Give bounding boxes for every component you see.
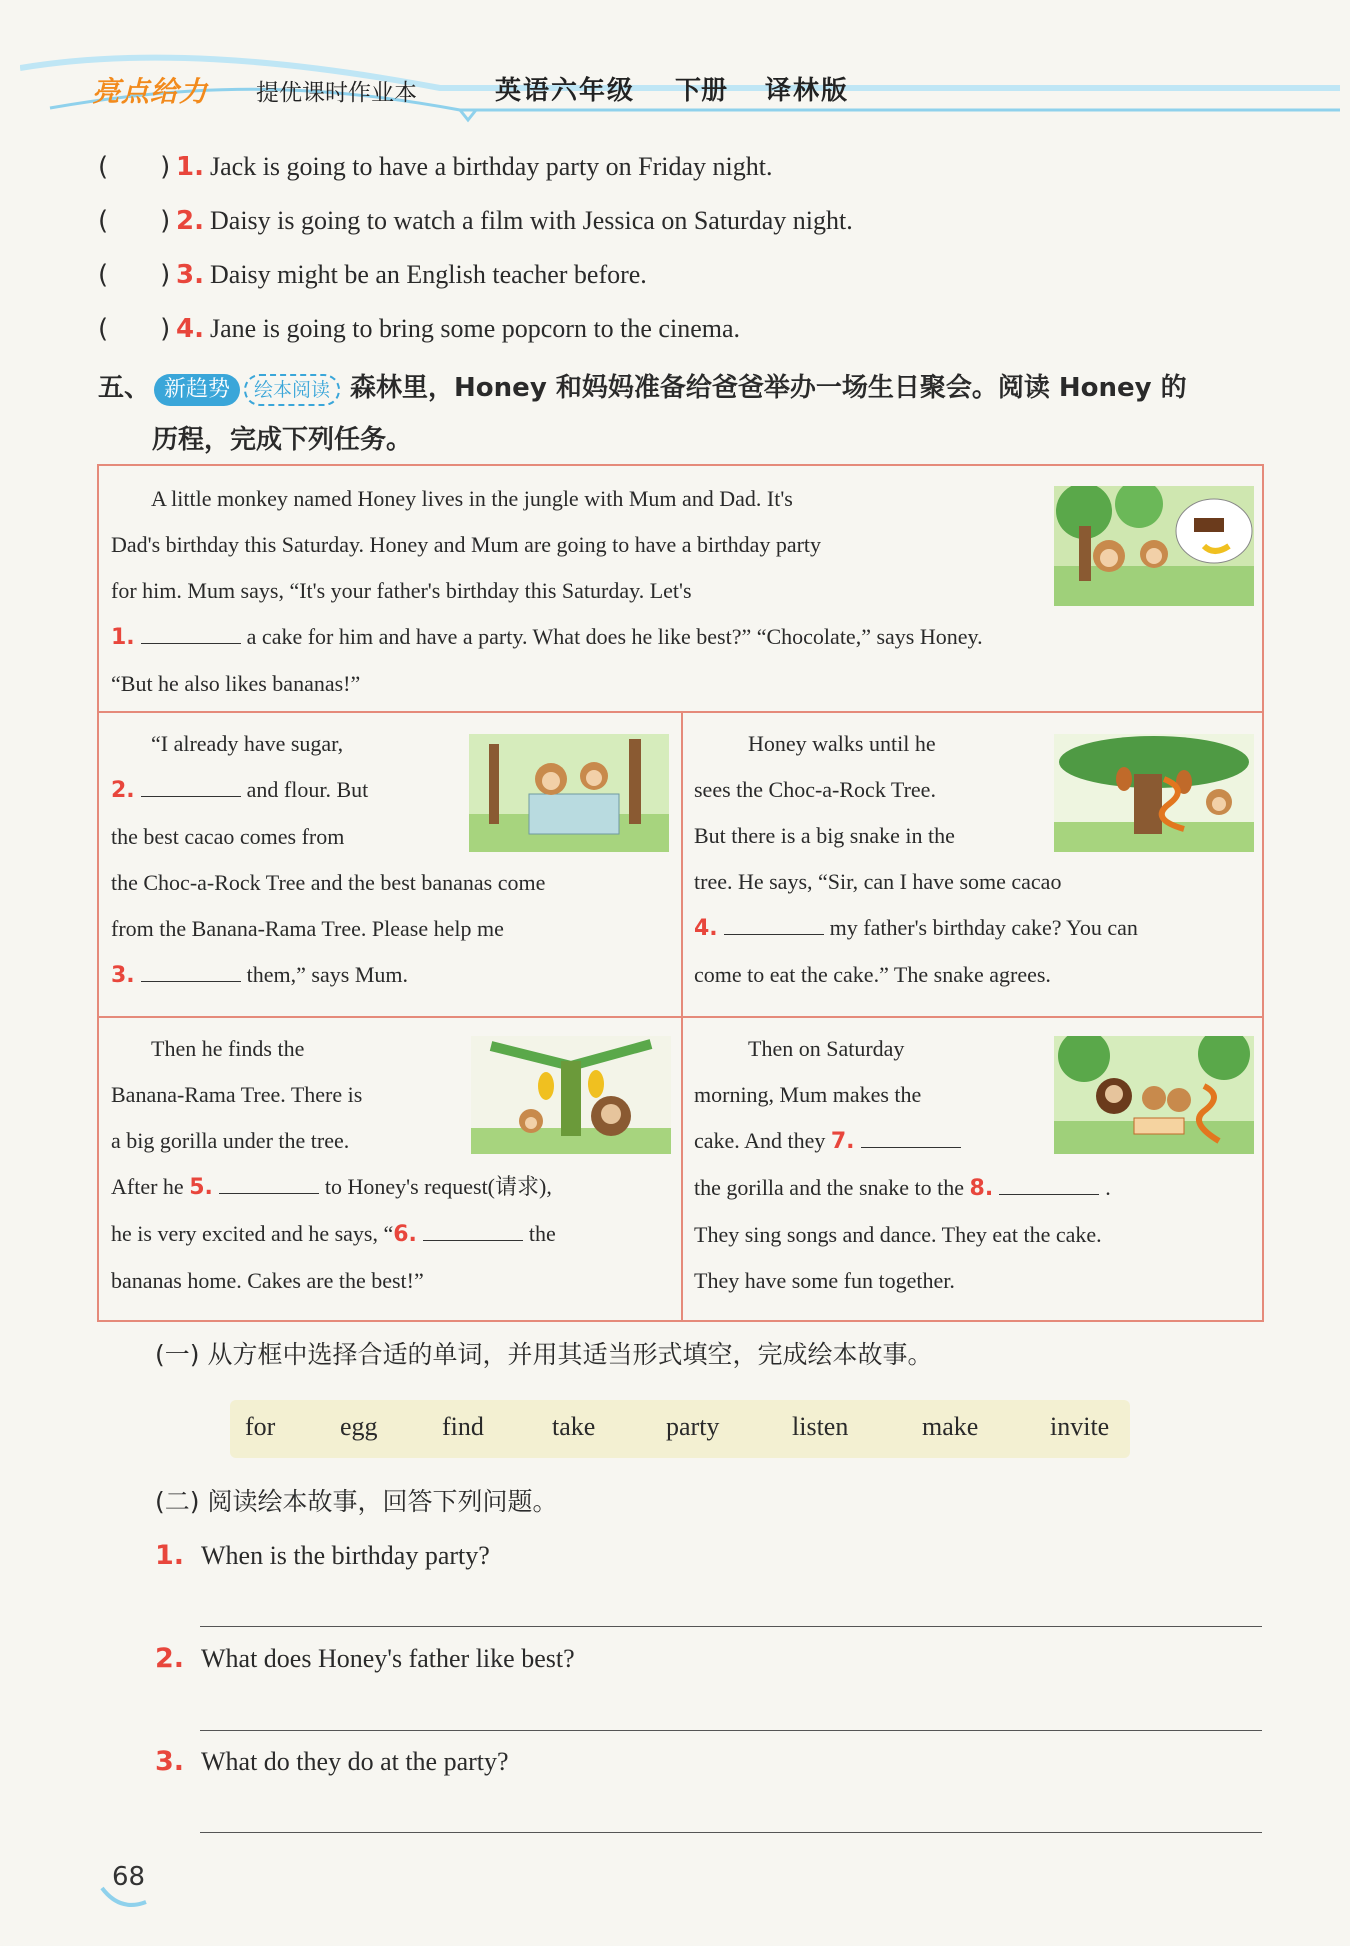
- question-text: What do they do at the party?: [201, 1747, 509, 1776]
- story-line: “I already have sugar,: [151, 731, 344, 756]
- fill-blank-2[interactable]: [141, 774, 241, 797]
- blank-number: 4.: [694, 916, 718, 941]
- story-line: bananas home. Cakes are the best!”: [111, 1268, 424, 1293]
- story-line: Then on Saturday: [748, 1036, 905, 1061]
- story-line: the Choc-a-Rock Tree and the best bananas come: [111, 870, 546, 895]
- book-subtitle: 提优课时作业本: [256, 80, 417, 106]
- judge-item: [98, 258, 647, 292]
- answer-parens[interactable]: ( ): [98, 152, 171, 182]
- story-line: “But he also likes bananas!”: [111, 671, 361, 696]
- word-option: find: [442, 1412, 484, 1441]
- fill-blank-6[interactable]: [423, 1218, 523, 1241]
- question-number: 1.: [155, 1540, 185, 1571]
- story-line: from the Banana-Rama Tree. Please help me: [111, 916, 504, 941]
- answer-parens[interactable]: ( ): [98, 314, 171, 344]
- gorilla-illustration: [471, 1036, 671, 1154]
- monkeys-illustration: [1054, 486, 1254, 606]
- item-text: Daisy is going to watch a film with Jessica on Saturday night.: [210, 206, 853, 235]
- story-line: and flour. But: [246, 777, 369, 802]
- blank-number: 7.: [830, 1129, 855, 1154]
- story-line: the: [528, 1221, 556, 1246]
- story-line: come to eat the cake.” The snake agrees.: [694, 962, 1051, 987]
- party-illustration: [1054, 1036, 1254, 1154]
- question-text: When is the birthday party?: [201, 1541, 490, 1570]
- divider: [681, 711, 683, 1320]
- word-option: for: [245, 1412, 276, 1441]
- word-option: invite: [1050, 1412, 1110, 1441]
- section-title: [98, 362, 1278, 466]
- word-option: make: [922, 1412, 979, 1441]
- blank-number: 2.: [111, 778, 135, 803]
- new-trend-tag: 新趋势: [154, 374, 240, 406]
- part1-title: (一) 从方框中选择合适的单词，并用其适当形式填空，完成绘本故事。: [155, 1340, 933, 1369]
- section-title-line1: 森林里，Honey 和妈妈准备给爸爸举办一场生日聚会。阅读 Honey 的: [350, 373, 1187, 403]
- item-number: 4.: [176, 314, 204, 344]
- item-number: 2.: [176, 206, 204, 236]
- judge-item: [98, 150, 773, 184]
- fill-blank-5[interactable]: [219, 1171, 319, 1194]
- story-line: A little monkey named Honey lives in the jungle with Mum and Dad. It's: [151, 486, 793, 511]
- judge-item: [98, 204, 853, 238]
- story-line: he is very excited and he says, “: [111, 1221, 394, 1246]
- question-number: 3.: [155, 1746, 185, 1777]
- story-line: morning, Mum makes the: [694, 1082, 922, 1107]
- fill-blank-4[interactable]: [724, 912, 824, 935]
- book-volume: 下册: [675, 76, 728, 106]
- blank-number: 1.: [111, 625, 135, 650]
- item-text: Daisy might be an English teacher before.: [210, 260, 647, 289]
- judge-item: [98, 312, 740, 346]
- part2-title: (二) 阅读绘本故事，回答下列问题。: [155, 1487, 558, 1516]
- blank-number: 5.: [189, 1175, 213, 1200]
- story-line: Honey walks until he: [748, 731, 936, 756]
- story-line: a cake for him and have a party. What does he like best?” “Chocolate,” says Honey.: [246, 624, 983, 649]
- story-line: But there is a big snake in the: [694, 823, 955, 848]
- blank-number: 6.: [393, 1222, 417, 1247]
- page-header: [20, 48, 1340, 128]
- story-line: the best cacao comes from: [111, 824, 345, 849]
- item-text: Jack is going to have a birthday party on Friday night.: [210, 152, 773, 181]
- question-number: 2.: [155, 1643, 185, 1674]
- fill-blank-1[interactable]: [141, 621, 241, 644]
- word-option: take: [552, 1412, 596, 1441]
- answer-parens[interactable]: ( ): [98, 206, 171, 236]
- answer-line-1[interactable]: [200, 1626, 1262, 1627]
- story-line: After he: [111, 1174, 184, 1199]
- story-line: Dad's birthday this Saturday. Honey and Mum are going to have a birthday party: [111, 532, 822, 557]
- story-line: sees the Choc-a-Rock Tree.: [694, 777, 936, 802]
- book-grade: 英语六年级: [495, 76, 636, 106]
- story-line: They sing songs and dance. They eat the cake.: [694, 1222, 1102, 1247]
- blank-number: 3.: [111, 963, 135, 988]
- picture-book-tag: 绘本阅读: [244, 374, 340, 406]
- question: [155, 1641, 575, 1677]
- story-box: [97, 464, 1264, 1322]
- fill-blank-7[interactable]: [861, 1125, 961, 1148]
- section-index: 五、: [98, 373, 151, 403]
- word-option: party: [666, 1412, 720, 1441]
- story-line: tree. He says, “Sir, can I have some cacao: [694, 869, 1062, 894]
- kitchen-illustration: [469, 734, 669, 852]
- story-line: cake. And they: [694, 1128, 826, 1153]
- section-title-line2: 历程，完成下列任务。: [152, 425, 413, 455]
- story-line: them,” says Mum.: [246, 962, 408, 987]
- answer-parens[interactable]: ( ): [98, 260, 171, 290]
- answer-line-2[interactable]: [200, 1730, 1262, 1731]
- word-box: [230, 1400, 1130, 1458]
- word-option: egg: [340, 1412, 378, 1441]
- blank-number: 8.: [969, 1176, 994, 1201]
- snake-tree-illustration: [1054, 734, 1254, 852]
- story-line: my father's birthday cake? You can: [829, 915, 1138, 940]
- book-publisher: 译林版: [765, 76, 850, 106]
- item-number: 3.: [176, 260, 204, 290]
- brand-logo: 亮点给力: [92, 75, 209, 108]
- page-number: 68: [112, 1862, 146, 1892]
- story-line: to Honey's request(请求),: [324, 1174, 552, 1199]
- fill-blank-8[interactable]: [999, 1172, 1099, 1195]
- story-line: a big gorilla under the tree.: [111, 1128, 350, 1153]
- item-text: Jane is going to bring some popcorn to the cinema.: [210, 314, 741, 343]
- story-line: for him. Mum says, “It's your father's birthday this Saturday. Let's: [111, 578, 692, 603]
- word-option: listen: [792, 1412, 849, 1441]
- question-text: What does Honey's father like best?: [201, 1644, 575, 1673]
- story-line: They have some fun together.: [694, 1268, 955, 1293]
- question: [155, 1538, 490, 1574]
- fill-blank-3[interactable]: [141, 959, 241, 982]
- story-line: the gorilla and the snake to the: [694, 1175, 965, 1200]
- story-line: Banana-Rama Tree. There is: [111, 1082, 363, 1107]
- story-line: Then he finds the: [151, 1036, 305, 1061]
- story-panel-5: Then on Saturday morning, Mum makes the cake. And they 7. the gorilla and the snake to the 8. . They sing songs and dance. They eat the cake. They have some fun together.: [694, 1026, 1254, 1304]
- item-number: 1.: [176, 152, 204, 182]
- answer-line-3[interactable]: [200, 1832, 1262, 1833]
- question: [155, 1744, 509, 1780]
